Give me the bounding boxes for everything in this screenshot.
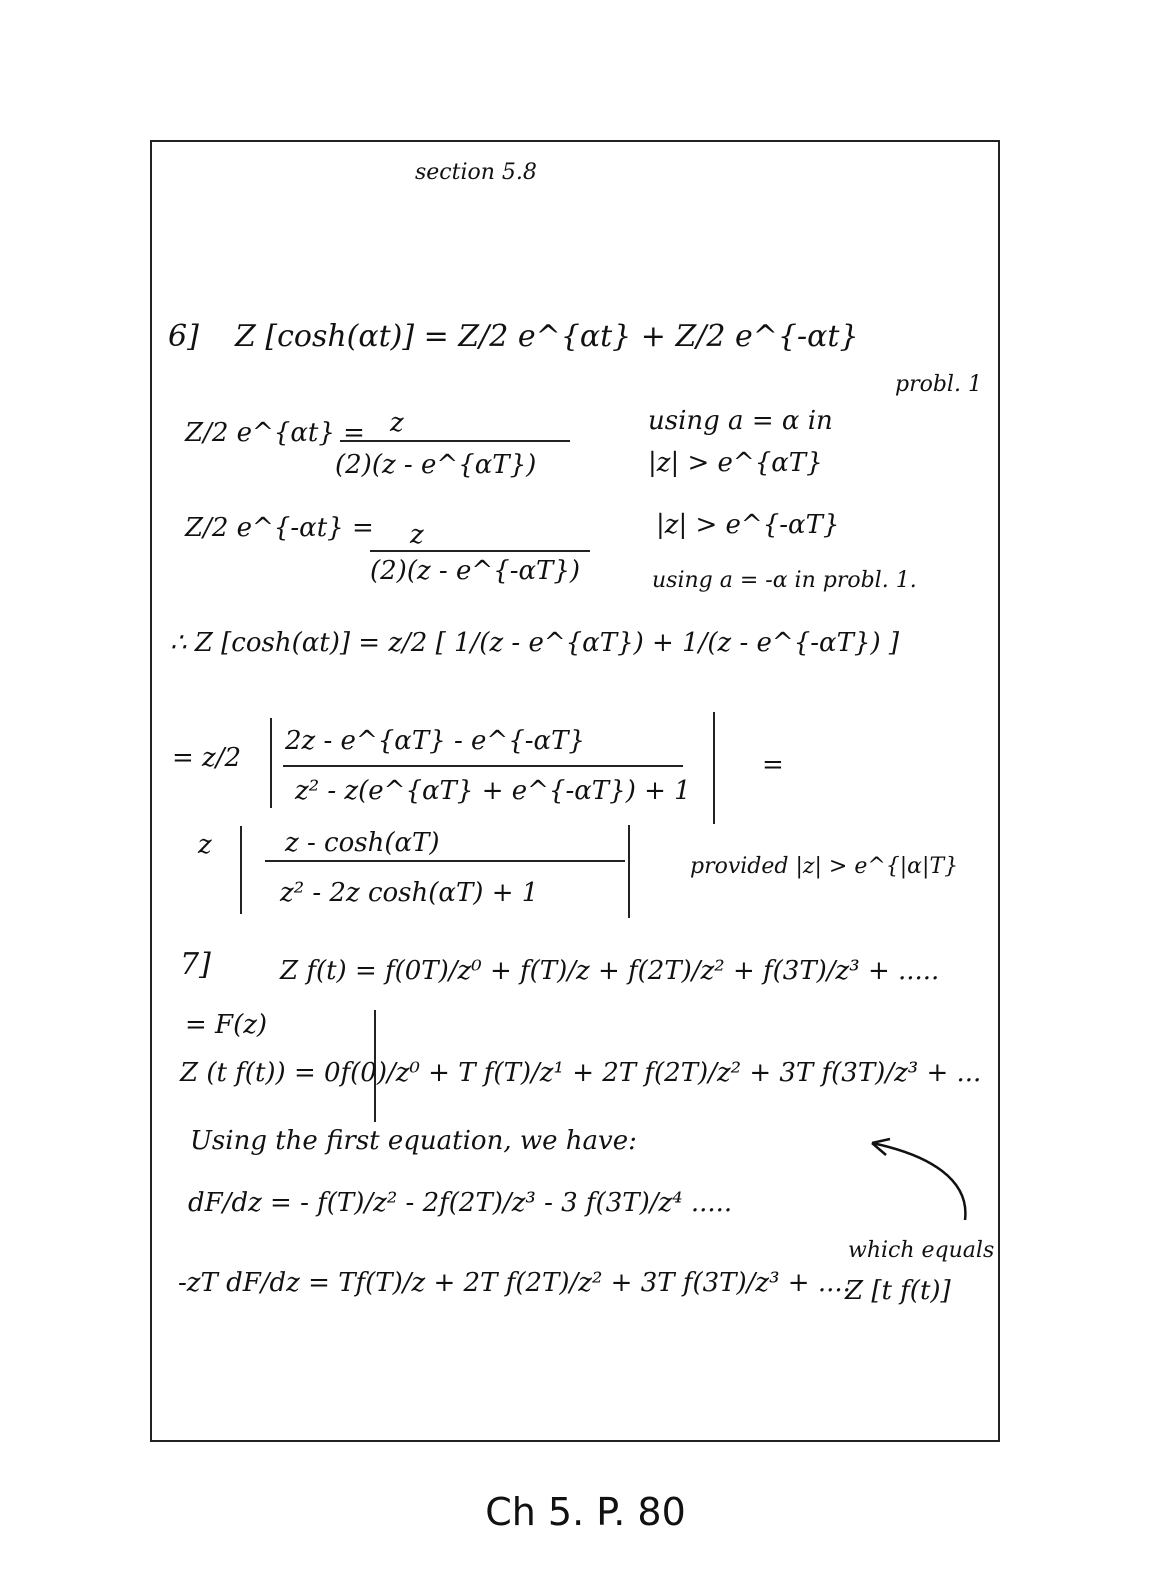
problem-6-label: 6] [168,319,199,354]
section-heading: section 5.8 [415,160,537,185]
p7-line-5: dF/dz = - f(T)/z² - 2f(2T)/z³ - 3 f(3T)/z⁴ ..... [188,1188,733,1218]
p6-line-5-den: z² - z(e^{αT} + e^{-αT}) + 1 [295,776,691,806]
fraction-bar [370,550,590,552]
p6-line-5-num: 2z - e^{αT} - e^{-αT} [285,726,585,756]
fraction-bar [283,765,683,767]
bracket-left [240,826,242,914]
problem-7-label: 7] [180,947,211,982]
p6-line-2-den: (2)(z - e^{αT}) [335,450,537,480]
p6-line-5-eq: = [762,750,784,780]
p6-line-6-num: z - cosh(αT) [285,828,440,858]
fraction-bar [265,860,625,862]
p6-line-3-note-2: using a = -α in probl. 1. [652,568,917,593]
p6-line-4: ∴ Z [cosh(αt)] = z/2 [ 1/(z - e^{αT}) + 1/(z - e^{-αT}) ] [170,628,900,658]
curved-arrow [860,1135,980,1225]
p6-prob-ref: probl. 1 [895,372,982,397]
p6-line-2-num: z [390,408,404,438]
p7-line-3: Z (t f(t)) = 0f(0)/z⁰ + T f(T)/z¹ + 2T f(2T)/z² + 3T f(3T)/z³ + ... [180,1058,982,1088]
p6-line-3-num: z [410,520,424,550]
p6-line-6-den: z² - 2z cosh(αT) + 1 [280,878,539,908]
p6-line-3-lhs: Z/2 e^{-αt} = [185,513,374,543]
p6-line-2-lhs: Z/2 e^{αt} = [185,418,365,448]
page-number: Ch 5. P. 80 [485,1490,686,1534]
p7-result: Z [t f(t)] [845,1276,951,1306]
p7-line-1: Z f(t) = f(0T)/z⁰ + f(T)/z + f(2T)/z² + f(3T)/z³ + ..... [280,956,940,986]
p7-line-6: -zT dF/dz = Tf(T)/z + 2T f(2T)/z² + 3T f(3T)/z³ + .... [178,1268,851,1298]
p6-line-3-note-1: |z| > e^{-αT} [656,510,840,540]
p7-line-4: Using the first equation, we have: [190,1126,637,1156]
p6-line-5-lhs: = z/2 [172,743,242,773]
p6-line-6-lhs: z [198,830,212,860]
bracket-left [270,718,272,808]
p6-line-6-note: provided |z| > e^{|α|T} [690,854,959,879]
p6-line-3-den: (2)(z - e^{-αT}) [370,556,581,586]
bracket-right [628,825,630,918]
fraction-bar [340,440,570,442]
p7-line-2: = F(z) [185,1010,268,1040]
p7-note: which equals [848,1238,995,1263]
bracket-right [713,712,715,824]
p6-line-2-note-2: |z| > e^{αT} [648,448,823,478]
p6-line-1: Z [cosh(αt)] = Z/2 e^{αt} + Z/2 e^{-αt} [235,319,859,354]
p6-line-2-note-1: using a = α in [648,406,833,436]
